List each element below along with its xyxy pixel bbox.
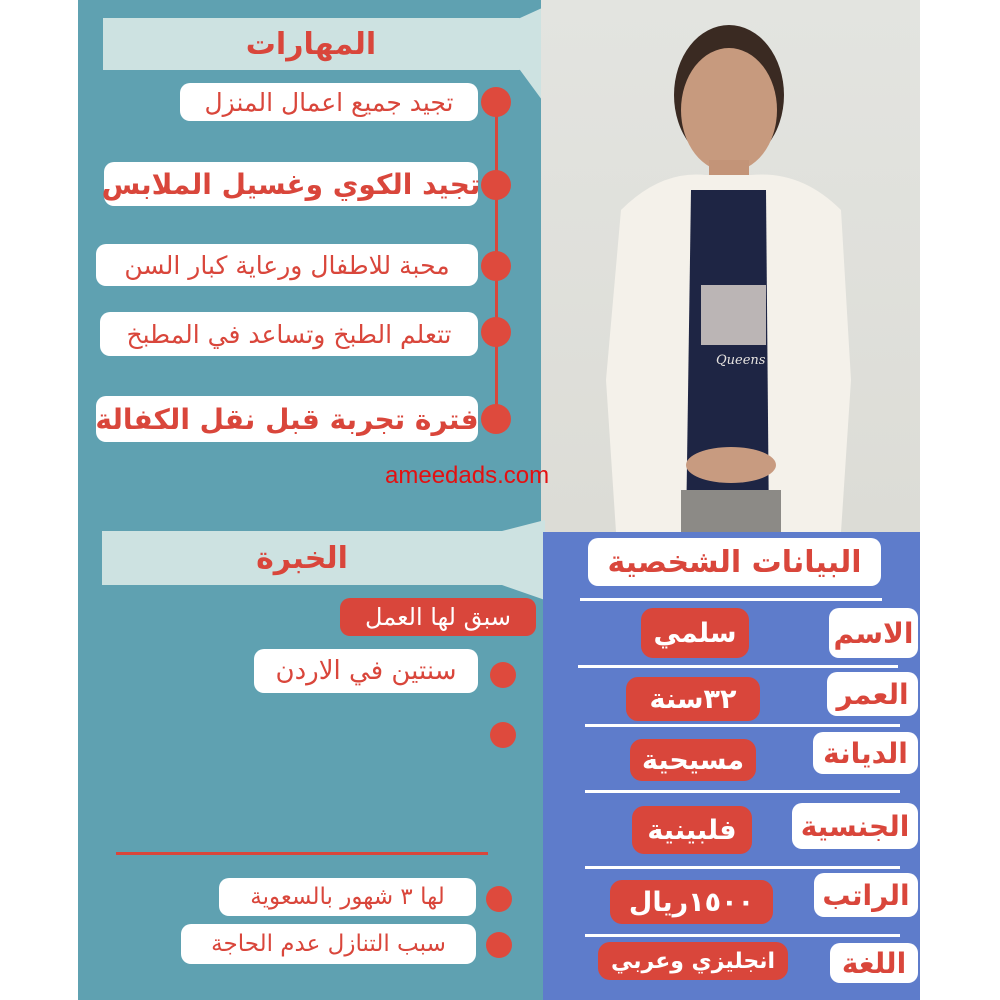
skill-item: محبة للاطفال ورعاية كبار السن	[96, 244, 478, 286]
skill-item: فترة تجربة قبل نقل الكفالة	[96, 396, 478, 442]
experience-item: سنتين في الاردن	[254, 649, 478, 693]
value-salary: ١٥٠٠ريال	[610, 880, 773, 924]
watermark-text: ameedads.com	[385, 462, 550, 489]
divider	[116, 852, 488, 855]
bullet-icon	[481, 404, 511, 434]
skills-banner	[103, 18, 519, 70]
label-religion: الديانة	[813, 732, 918, 774]
divider	[585, 866, 900, 869]
experience-banner	[102, 531, 502, 585]
value-religion: مسيحية	[630, 739, 756, 781]
skill-item: تتعلم الطبخ وتساعد في المطبخ	[100, 312, 478, 356]
bullet-icon	[481, 251, 511, 281]
experience-note: لها ٣ شهور بالسعوية	[219, 878, 476, 916]
bullet-icon	[486, 886, 512, 912]
banner-wedge-icon	[460, 520, 545, 600]
value-name: سلمي	[641, 608, 749, 658]
bullet-icon	[490, 662, 516, 688]
bullet-icon	[486, 932, 512, 958]
skill-item: تجيد الكوي وغسيل الملابس	[104, 162, 478, 206]
skills-title: المهارات	[245, 26, 377, 62]
bullet-icon	[481, 170, 511, 200]
value-language: انجليزي وعربي	[598, 942, 788, 980]
person-photo-icon	[541, 0, 920, 532]
value-nationality: فلبينية	[632, 806, 752, 854]
svg-text:Queens: Queens	[716, 353, 766, 368]
profile-photo	[541, 0, 920, 532]
experience-title: الخبرة	[256, 540, 348, 576]
divider	[585, 724, 900, 727]
experience-subtitle: سبق لها العمل	[340, 598, 536, 636]
skill-item: تجيد جميع اعمال المنزل	[180, 83, 478, 121]
label-name: الاسم	[829, 608, 918, 658]
label-language: اللغة	[830, 943, 918, 983]
divider	[580, 598, 882, 601]
divider	[585, 790, 900, 793]
personal-info-title: البيانات الشخصية	[588, 538, 881, 586]
bullet-icon	[481, 87, 511, 117]
label-age: العمر	[827, 672, 918, 716]
divider	[585, 934, 900, 937]
label-nationality: الجنسية	[792, 803, 918, 849]
bullet-icon	[481, 317, 511, 347]
value-age: ٣٢سنة	[626, 677, 760, 721]
experience-note: سبب التنازل عدم الحاجة	[181, 924, 476, 964]
bullet-icon	[490, 722, 516, 748]
divider	[578, 665, 898, 668]
label-salary: الراتب	[814, 873, 918, 917]
